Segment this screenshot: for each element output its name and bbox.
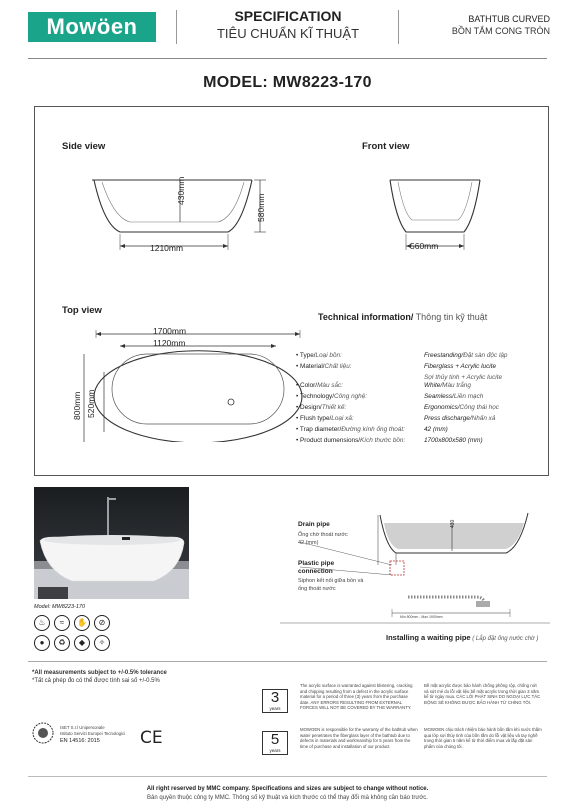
shield-icon: ◆: [74, 635, 90, 651]
plastic-pipe-vi-2: ống thoát nước: [298, 586, 336, 592]
spec-label-vi: Chất liệu:: [324, 363, 352, 370]
spec-title-vi: TIÊU CHUẨN KĨ THUẬT: [216, 26, 360, 41]
spec-row: [296, 392, 546, 403]
spec-label: [296, 362, 352, 372]
install-range: Min 500mm - Max 1900mm: [400, 615, 443, 619]
plastic-pipe-vi: Siphon kết nối giữa bồn và: [298, 578, 364, 584]
brand-logo: Mowöen: [28, 12, 156, 42]
spec-value: [424, 392, 483, 402]
spec-value-en: Ergonomics/: [424, 404, 460, 411]
warranty-5-years-badge: [262, 731, 288, 755]
cert-seal-icon: [32, 722, 54, 744]
spec-value: [424, 362, 496, 372]
spec-label-en: • Design/: [296, 404, 322, 411]
spec-row: [296, 403, 546, 414]
install-caption-en: Installing a waiting pipe: [386, 633, 471, 642]
footer-en: All right reserved by MMC company. Specifications and sizes are subject to change without notice.: [146, 786, 429, 792]
front-bottom-width: 560mm: [410, 241, 439, 251]
warranty-3-vi: Bề mặt acrylic được bảo hành chống phồng rộp, chống nứt và sứt mẻ do lỗi vật liệu bề mặt acrylic trong thời gian 3 năm kể từ ngày mua. CÁC LỖI PHÁT SINH DO NGOẠI LỰC TÁC ĐỘNG SẼ KHÔNG ĐƯỢC BẢO HÀNH TỪ CHÍNG TÔI.: [424, 683, 541, 705]
spec-value-vi: Công thái học: [459, 404, 499, 411]
product-photo: [34, 487, 189, 599]
spec-row: [296, 373, 546, 381]
plastic-pipe-title: Plastic pipe: [298, 560, 335, 567]
section-divider: [28, 661, 547, 662]
spec-label-vi: Công nghệ:: [334, 393, 368, 400]
tolerance-en: *All measurements subject to +/-0.5% tolerance: [32, 670, 167, 676]
spec-row: [296, 362, 546, 373]
footer-vi: Bản quyền thuộc công ty MMC. Thông số kỹ thuật và kích thước có thể thay đổi mà không cần báo trước.: [147, 795, 428, 801]
clean-icon: ✧: [94, 635, 110, 651]
spec-label: [296, 351, 342, 361]
spec-label: [296, 436, 405, 446]
spec-row: [296, 414, 546, 425]
ce-mark: CE: [140, 728, 163, 748]
spec-value-en: 1700x800x580 (mm): [424, 437, 483, 444]
spec-value-en: Press discharge/: [424, 415, 472, 422]
install-caption: [386, 633, 538, 642]
side-bottom-width: 1210mm: [150, 243, 184, 253]
spec-value-vi: Sợi thủy tinh + Acrylic lucite: [424, 374, 503, 381]
category-heading: [410, 14, 550, 36]
top-inner-length: 1120mm: [153, 338, 186, 348]
spec-label-en: • Type/: [296, 352, 316, 359]
spec-title: SPECIFICATION: [234, 8, 342, 24]
spec-value: [424, 351, 508, 361]
spec-label: [296, 392, 367, 402]
spec-value-vi: Màu trắng: [442, 382, 471, 389]
tech-info-title-en: Technical information/: [318, 312, 414, 322]
side-inner-height: 430mm: [176, 176, 186, 205]
header-divider: [176, 10, 177, 44]
category-title-vi: BỒN TẮM CONG TRÒN: [451, 26, 550, 36]
spec-row: [296, 425, 546, 436]
spec-value: [424, 436, 483, 446]
spec-label-en: • Flush type/: [296, 415, 332, 422]
spec-value-en: 42 (mm): [424, 426, 448, 433]
spec-value-vi: Liền mạch: [453, 393, 484, 400]
warranty-3-years-badge: [262, 689, 288, 713]
spec-label-en: • Technology/: [296, 393, 335, 400]
spec-value: [424, 414, 495, 424]
spec-label-en: • Trap diameter/: [296, 426, 342, 433]
bathtub-photo-illustration: [34, 487, 189, 599]
spec-row: [296, 351, 546, 362]
spec-value-en: White/: [424, 382, 443, 389]
spec-label: [296, 425, 405, 435]
spec-label-vi: Kích thước bồn:: [360, 437, 406, 444]
footer-rule: [28, 776, 547, 777]
spec-value-en: Fiberglass + Acrylic lucite: [424, 363, 497, 370]
warranty-years: 5: [270, 731, 280, 748]
tech-info-title: [318, 312, 487, 322]
spec-value-vi: Đặt sàn độc lập: [463, 352, 508, 359]
warranty-unit: years: [269, 748, 281, 753]
cert-line-2: Istituto Servizi Europei Tecnologici: [60, 731, 126, 736]
top-inner-width: 520mm: [86, 389, 96, 418]
spec-label-vi: Loại xả:: [331, 415, 354, 422]
side-total-height: 580mm: [256, 193, 266, 222]
cert-line-3: EN 14516: 2015: [60, 738, 100, 744]
spec-value: [424, 403, 499, 413]
header-rule: [28, 58, 547, 59]
warranty-5-vi: MOWOEN chịu trách nhiệm bảo hành bồn tắm khi nước thấm qua lớp sợi thủy tinh của bồn tắm do lỗi vật liệu và tay nghề trong thời gian 5 năm kể từ thời điểm mua và lắp đặt sản phẩm của chúng tôi.: [424, 727, 542, 749]
spec-value-en: Freestanding/: [424, 352, 464, 359]
warranty-years: 3: [270, 689, 280, 706]
side-view-drawing: [80, 170, 300, 260]
spec-value: [424, 425, 448, 435]
drain-pipe-size: 42 (mm): [298, 540, 319, 546]
top-view-drawing: [78, 322, 318, 442]
top-width: 800mm: [72, 391, 82, 420]
top-view-label: Top view: [62, 305, 102, 316]
spec-label-en: • Product dumensions/: [296, 437, 361, 444]
no-scratch-icon: ⊘: [94, 615, 110, 631]
install-caption-vi: ( Lắp đặt ống nước chờ ): [470, 636, 539, 642]
spec-label-vi: Thiết kế:: [321, 404, 347, 411]
spec-row: [296, 436, 546, 447]
spec-row: [296, 381, 546, 392]
spec-label-vi: Loại bồn:: [315, 352, 342, 359]
plastic-pipe-title-2: connection: [298, 568, 333, 575]
drain-pipe-title: Drain pipe: [298, 521, 330, 528]
warranty-unit: years: [269, 706, 281, 711]
spec-label-en: • Material/: [296, 363, 325, 370]
drain-pipe-vi: Ống chờ thoát nước: [298, 532, 348, 538]
spec-label-vi: Đường kính ống thoát:: [341, 426, 405, 433]
spec-value: [424, 381, 471, 391]
spec-label: [296, 403, 346, 413]
category-title: BATHTUB CURVED: [468, 14, 550, 24]
spec-value-vi: Nhấn xả: [471, 415, 496, 422]
spec-label: [296, 414, 354, 424]
warranty-5-en: MOWOEN is responsible for the warranty of the bathtub when water penetrates the fiberglass layer of the bathtub due to defects in materials and workmanship for 5 years from the time of purchase and installation of our product.: [300, 727, 418, 749]
cert-line-1: ISET S.r.l Unipersonale: [60, 725, 105, 730]
front-view-label: Front view: [362, 141, 410, 152]
spec-label: [296, 381, 343, 391]
top-length: 1700mm: [153, 326, 187, 336]
hand-icon: ✋: [74, 615, 90, 631]
header-divider: [398, 10, 399, 44]
tolerance-vi: *Tất cả phép đo có thể được tính sai số +/-0.5%: [32, 678, 160, 684]
spa-icon: ♨: [34, 615, 50, 631]
recycle-icon: ♻: [54, 635, 70, 651]
install-dim-430: 430: [450, 519, 456, 528]
spec-list: [296, 351, 546, 447]
model-title: MODEL: MW8223-170: [203, 74, 372, 91]
tech-info-title-vi: Thông tin kỹ thuật: [413, 312, 488, 322]
spec-heading: [188, 8, 388, 41]
spec-value-en: Seamless/: [424, 393, 454, 400]
photo-caption: Model: MW8223-170: [34, 604, 86, 610]
wave-icon: ≈: [54, 615, 70, 631]
warranty-3-en: The acrylic surface is warranted against blistering, cracking and chipping resulting from a defect in the acrylic surface material for a period of three (3) years from the purchase date. ANY ERRORS RESULTING FROM EXTERNAL FORCES WILL NOT BE COVERED BY THE WARRANTY.: [300, 683, 413, 710]
spec-label-en: • Color/: [296, 382, 318, 389]
spec-label-vi: Màu sắc:: [317, 382, 343, 389]
droplet-icon: ●: [34, 635, 50, 651]
side-view-label: Side view: [62, 141, 106, 152]
